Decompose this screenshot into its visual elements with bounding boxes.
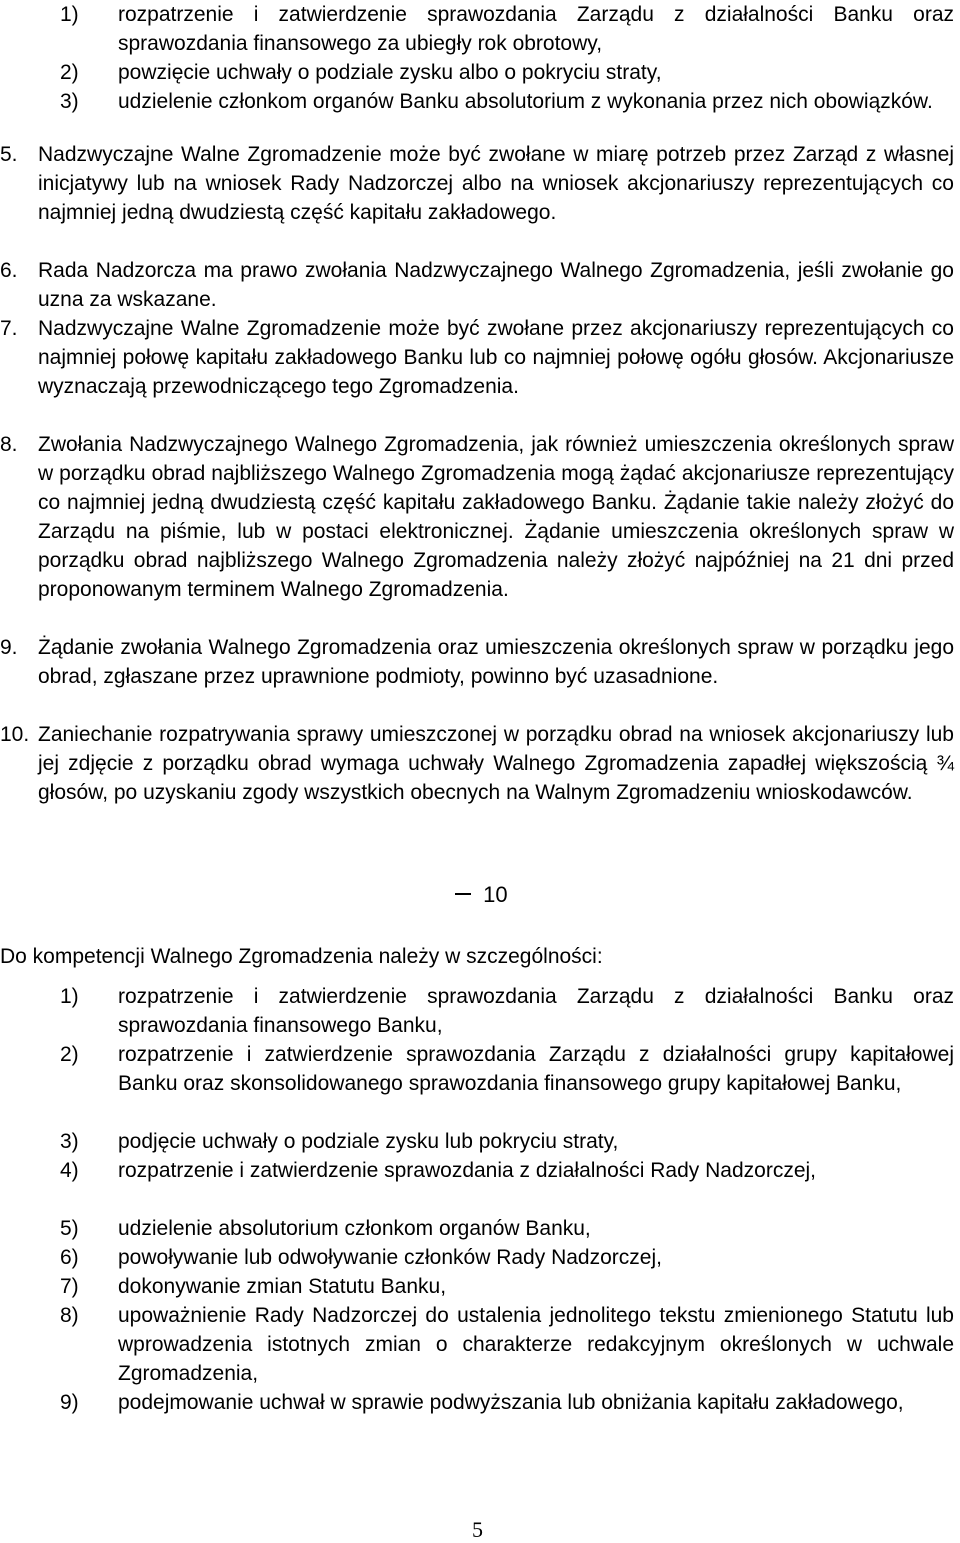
point-5 (0, 140, 960, 256)
competence-item (0, 1040, 960, 1127)
competence-text: podjęcie uchwały o podziale zysku lub pokryciu straty, (118, 1130, 619, 1153)
list-item (0, 0, 954, 58)
competence-text: rozpatrzenie i zatwierdzenie sprawozdania z działalności Rady Nadzorczej, (118, 1159, 817, 1182)
competence-number: 9) (60, 1391, 79, 1414)
point-number: 5. (0, 143, 18, 166)
point-8 (0, 430, 960, 633)
competence-text: podejmowanie uchwał w sprawie podwyższania lub obniżania kapitału zakładowego, (118, 1391, 904, 1414)
point-number: 8. (0, 433, 18, 456)
competence-item (0, 1214, 960, 1243)
point-text: Nadzwyczajne Walne Zgromadzenie może być zwołane przez akcjonariuszy reprezentujących co najmniej połowę kapitału zakładowego Banku lub co najmniej połowę ogółu głosów. Akcjonariusze wyznaczają przewodniczącego tego Zgromadzenia. (38, 317, 954, 398)
competence-item (0, 1243, 960, 1272)
page-number: 5 (472, 1517, 483, 1542)
competence-number: 4) (60, 1159, 79, 1182)
list-item (0, 58, 954, 87)
competence-item (0, 1272, 960, 1301)
competence-text: dokonywanie zmian Statutu Banku, (118, 1275, 447, 1298)
competence-item (0, 1127, 960, 1156)
competence-text: powoływanie lub odwoływanie członków Rady Nadzorczej, (118, 1246, 662, 1269)
list-item-text: udzielenie członkom organów Banku absolutorium z wykonania przez nich obowiązków. (118, 90, 933, 113)
point-7 (0, 314, 960, 430)
competence-text: rozpatrzenie i zatwierdzenie sprawozdania Zarządu z działalności grupy kapitałowej Banku oraz skonsolidowanego sprawozdania finansowego grupy kapitałowej Banku, (118, 1043, 954, 1095)
competence-item (0, 982, 960, 1040)
point-text: Nadzwyczajne Walne Zgromadzenie może być zwołane w miarę potrzeb przez Zarząd z własnej inicjatywy lub na wniosek Rady Nadzorczej albo na wniosek akcjonariuszy reprezentujących co najmniej jedną dwudziestą część kapitału zakładowego. (38, 143, 954, 224)
list-item-text: rozpatrzenie i zatwierdzenie sprawozdania Zarządu z działalności Banku oraz sprawozdania finansowego za ubiegły rok obrotowy, (118, 3, 954, 55)
competence-number: 3) (60, 1130, 79, 1153)
list-item-number: 1) (60, 3, 79, 26)
point-text: Zaniechanie rozpatrywania sprawy umieszczonej w porządku obrad na wniosek akcjonariuszy lub jej zdjęcie z porządku obrad wymaga uchwały Walnego Zgromadzenia zapadłej większością ¾ głosów, po uzyskaniu zgody wszystkich obecnych na Walnym Zgromadzeniu wnioskodawców. (38, 723, 954, 804)
point-number: 7. (0, 317, 18, 340)
section-sign (455, 881, 471, 895)
competence-number: 8) (60, 1304, 79, 1327)
competence-item (0, 1156, 960, 1214)
list-item-number: 3) (60, 90, 79, 113)
carryover-list (0, 0, 954, 145)
point-6 (0, 256, 960, 314)
numbered-points (0, 140, 960, 836)
competence-number: 5) (60, 1217, 79, 1240)
competence-number: 7) (60, 1275, 79, 1298)
competences-list (0, 982, 960, 1446)
competence-item (0, 1388, 960, 1446)
competences-intro: Do kompetencji Walnego Zgromadzenia należy w szczególności: (0, 945, 603, 968)
list-item-text: powzięcie uchwały o podziale zysku albo o pokryciu straty, (118, 61, 662, 84)
competence-number: 1) (60, 985, 79, 1008)
list-item (0, 87, 954, 145)
point-text: Rada Nadzorcza ma prawo zwołania Nadzwyczajnego Walnego Zgromadzenia, jeśli zwołanie go uzna za wskazane. (38, 259, 954, 311)
point-number: 6. (0, 259, 18, 282)
point-number: 10. (0, 723, 30, 746)
section-heading (455, 880, 508, 910)
competence-item (0, 1301, 960, 1388)
competence-number: 6) (60, 1246, 79, 1269)
competence-number: 2) (60, 1043, 79, 1066)
list-item-number: 2) (60, 61, 79, 84)
competence-text: upoważnienie Rady Nadzorczej do ustalenia jednolitego tekstu zmienionego Statutu lub wprowadzenia istotnych zmian o charakterze redakcyjnym określonych w uchwale Zgromadzenia, (118, 1304, 954, 1385)
competence-text: udzielenie absolutorium członkom organów Banku, (118, 1217, 591, 1240)
point-text: Zwołania Nadzwyczajnego Walnego Zgromadzenia, jak również umieszczenia określonych spraw w porządku obrad najbliższego Walnego Zgromadzenia mogą żądać akcjonariusze reprezentujący co najmniej jedną dwudziestą część kapitału zakładowego Banku. Żądanie takie należy złożyć do Zarządu na piśmie, lub w postaci elektronicznej. Żądanie umieszczenia określonych spraw w porządku obrad najbliższego Walnego Zgromadzenia należy złożyć najpóźniej na 21 dni przed proponowanym terminem Walnego Zgromadzenia. (38, 433, 954, 601)
section-number: 10 (483, 882, 508, 907)
point-10 (0, 720, 960, 836)
competence-text: rozpatrzenie i zatwierdzenie sprawozdania Zarządu z działalności Banku oraz sprawozdania finansowego Banku, (118, 985, 954, 1037)
point-number: 9. (0, 636, 18, 659)
point-text: Żądanie zwołania Walnego Zgromadzenia oraz umieszczenia określonych spraw w porządku jego obrad, zgłaszane przez uprawnione podmioty, powinno być uzasadnione. (38, 636, 954, 688)
point-9 (0, 633, 960, 720)
